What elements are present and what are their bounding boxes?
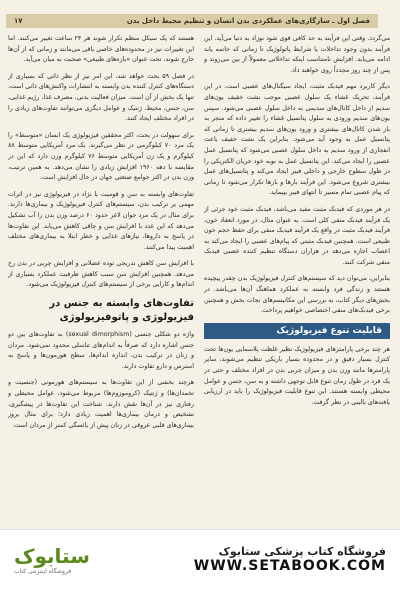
right-column [204,34,390,523]
store-url-link[interactable]: WWW.SETABOOK.COM [193,558,386,574]
store-info [194,545,386,574]
paragraph: در هر موردی که فیدبک مثبت مفید می‌باشد، فیدبک مثبت خود جزئی از یک فرآیند فیدبک منفی کلی است. به عنوان مثال، در مورد انعقاد خون، فرآیند فیدبک مثبت در واقع یک فرآیند فیدبک منفی برای حفظ حجم خون طبیعی است. همچنین فیدبک مثبتی که پیام‌های عصبی را ایجاد می‌کند به اعصاب اجازه می‌دهد در هزاران دستگاه تنظیم کننده عصبی فیدبک منفی شرکت کنند. [204,205,390,266]
paragraph: هرچند بخشی از این تفاوت‌ها به سیستم‌های هورمونی (جنسیت و تخمدان‌ها) و ژنتیک (کروموزوم‌ها) مربوط می‌شود، عوامل محیطی و رفتاری نیز در آن‌ها نقش دارند. شناخت این تفاوت‌ها در پیشگیری، تشخیص و درمان بیماری‌ها اهمیت زیادی دارد؛ برای مثال بروز بیماری‌های قلبی عروقی در زنان پیش از یائسگی کمتر از مردان است. [8,379,194,429]
paragraph: هر چند برخی پارامترهای فیزیولوژیک نظیر غلظت پلاسمایی یون‌ها تحت کنترل بسیار دقیق و در محدوده بسیار باریکی تنظیم می‌شوند، سایر پارامترها مانند وزن بدن و میزان چربی بدن در افراد مختلف و حتی در یک فرد در طول زمان تنوع قابل توجهی داشته و به سن، جنس و عوامل محیطی وابسته هستند. این تنوع قابلیت فیزیولوژیک را باید در ارزیابی یافته‌های بالینی در نظر گرفت. [204,345,390,406]
chapter-title: فصل اول ـ سازگاری‌های عملکردی بدن انسان و تنظیم محیط داخل بدن [126,17,370,25]
section-heading-sex-differences: تفاوت‌های وابسته به جنس در فیزیولوژی و پاتوفیزیولوژی [49,298,194,324]
store-name: فروشگاه کتاب پزشکی ستابوک [218,545,386,558]
paragraph: هستند که یک سیکل منظم تکرار شوند هر ۲۴ ساعت تغییر می‌کنند. اما این تغییرات نیز در محدوده‌های خاصی باقی می‌مانند و زمانی که از آن‌ها خارج شوند، تحت عنوان «بازه‌های طبیعی» صحبت به میان می‌آید. [8,35,194,64]
paragraph: بنابراین، می‌توان دید که سیستم‌های کنترل فیزیولوژیک بدن چقدر پیچیده هستند و زندگی فرد وابسته به عملکرد هماهنگ آن‌ها می‌باشد. در بخش‌های دیگر کتاب، به بررسی این مکانیسم‌های نجات بخش و همچنین برخی فیدبک‌های منفی اختصاصی خواهیم پرداخت. [204,275,390,315]
paragraph: با افزایش سن کاهش تدریجی توده عضلانی و افزایش چربی در بدن رخ می‌دهد. همچنین افزایش سن سبب کاهش ظرفیت عملکرد بسیاری از اندام‌ها و کارایی برخی از سیستم‌های کنترل فیزیولوژیک می‌شود. [8,260,194,289]
paragraph: می‌گردد. وقتی این فرآیند به حد کافی قوی شود نوزاد به دنیا می‌آید. این فرآیند بدون وجود تداخلات یا شرایط پاتولوژیک تا زمانی که خاتمه یابد ادامه می‌یابد. افزایش نامتناسب اینکه تداخلاتی معمولاً از بین می‌روند و پس از چند روز مجدداً روی خواهند داد. [204,35,390,74]
chapter-header [6,14,378,28]
left-column [8,34,194,523]
paragraph: برای سهولت در بحث، اکثر محققین فیزیولوژی یک انسان «متوسط» را یک مرد ۷۰ کیلوگرمی در نظر می‌گیرند. یک مرد آمریکایی متوسط ۸۸ کیلوگرم و یک زن آمریکایی متوسط ۷۶ کیلوگرم وزن دارد که این در مقایسه با دهه ۱۹۶۰ افزایش زیادی را نشان می‌دهد. به همین ترتیب، وزن بدن در اکثر جوامع صنعتی جهان در حال افزایش است. [8,131,194,182]
logo-mark: ستابوک [14,544,90,568]
paragraph: دیگر کاربرد مهم فیدبک مثبت، ایجاد سیگنال‌های عصبی است. در این فرآیند، تحریک غشاء یک سلول عصبی موجب نشت خفیف یون‌های سدیم از داخل کانال‌های سدیمی به داخل سلول عصبی می‌شود. سپس یون‌های سدیم ورودی به سلول پتانسیل غشاء را تغییر داده که منجر به باز شدن کانال‌های بیشتری و ورود یون‌های سدیم بیشتری تا زمانی که پتانسیل عمل به وجود آید می‌شود. بنابراین یک نشت خفیف باعث انفجاری از ورود سدیم به داخل سلول عصبی می‌شود که پتانسیل عمل عصبی را ایجاد می‌کند. این پتانسیل عمل به نوبه خود جریان الکتریکی را در طول سطوح خارجی و داخلی فیبر ایجاد می‌کند و پتانسیل‌های عمل بیشتری شروع می‌شود. این فرآیند بارها و بارها تکرار می‌شود تا زمانی که پیام عصبی تمام مسیر تا انتهای فیبر بپیماید. [204,83,390,197]
logo-subtitle: فروشگاه اینترنتی کتاب [14,568,72,575]
store-logo[interactable] [14,544,90,575]
paragraph: در فصل ۵۹ بحث خواهد شد، این امر نیز از نظر ذاتی که بسیاری از دستگاه‌های کنترل کننده بدن وابسته به انتشارات واکنش‌های ذاتی است، تنها یک بخش از آن است. میزان فعالیت بدنی، مصرف غذا، رژیم غذایی، سن، جنس، محیط، ژنتیک و عوامل دیگری می‌توانند تفاوت‌های زیادی را در افراد مختلف ایجاد کنند. [8,72,194,123]
paragraph: تفاوت‌های وابسته به سن و قومیت یا نژاد در فیزیولوژی نیز در اثرات مهمی بر ترکیب بدن، سیستم‌های کنترل فیزیولوژیک و بیماری‌ها دارند. برای مثال در یک مرد جوان لاغر حدود ۶۰ درصد وزن بدن را آب تشکیل می‌دهد که این عدد با افزایش سن و چاقی کاهش می‌یابد. این تفاوت‌ها در پاسخ به داروها، نیازهای غذایی و خطر ابتلا به بیماری‌های مختلف اهمیت پیدا می‌کنند. [8,190,194,251]
store-banner [0,529,400,589]
text-columns [8,34,390,523]
paragraph: واژه دو شکلی جنسی (sexual dimorphism) به تفاوت‌های بین دو جنس اشاره دارد که صرفاً به اندام‌های تناسلی محدود نمی‌شود. مردان و زنان در ترکیب بدن، اندازه اندام‌ها، سطح هورمون‌ها و پاسخ به استرس و دارو تفاوت دارند. [8,331,194,370]
page-number: ۱۷ [14,17,23,25]
section-heading-physiological-variability: قابلیت تنوع فیزیولوژیک [204,323,390,339]
